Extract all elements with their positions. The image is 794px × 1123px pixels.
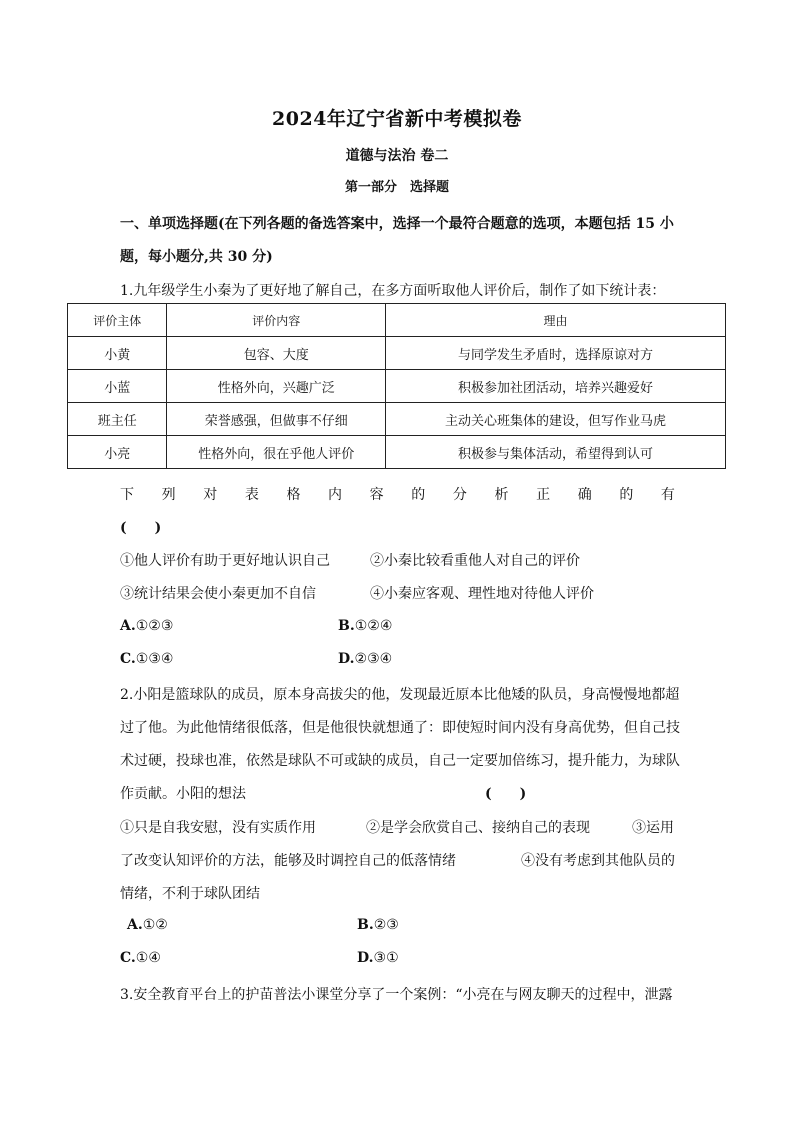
table-cell: 主动关心班集体的建设，但写作业马虎 xyxy=(386,403,726,436)
prompt-char: 正 xyxy=(536,487,551,503)
q3-stem-line1: 3.安全教育平台上的护苗普法小课堂分享了一个案例：“小亮在与网友聊天的过程中，泄露 xyxy=(120,987,673,1003)
q1-option-d[interactable] xyxy=(338,651,392,667)
prompt-char: 对 xyxy=(203,487,218,503)
option-value: ①②④ xyxy=(354,618,393,634)
option-letter: A. xyxy=(120,618,136,634)
table-cell: 班主任 xyxy=(68,403,167,436)
q1-prompt xyxy=(120,484,675,504)
q2-option-b[interactable] xyxy=(357,917,399,933)
q2-statement-2: ②是学会欣赏自己、接纳自己的表现 xyxy=(366,820,590,836)
q1-statement-2: ②小秦比较看重他人对自己的评价 xyxy=(370,553,580,569)
table-row xyxy=(68,370,726,403)
option-value: ②③④ xyxy=(354,651,393,667)
option-letter: C. xyxy=(120,651,136,667)
q2-stem-line4: 作贡献。小阳的想法 xyxy=(120,786,246,802)
prompt-char: 的 xyxy=(411,487,426,503)
prompt-char: 内 xyxy=(328,487,343,503)
table-cell: 性格外向，兴趣广泛 xyxy=(167,370,386,403)
q2-statement-3-end: 了改变认知评价的方法，能够及时调控自己的低落情绪 xyxy=(120,853,456,869)
q2-statement-3-start: ③运用 xyxy=(632,820,674,836)
table-cell: 积极参加社团活动，培养兴趣爱好 xyxy=(386,370,726,403)
q1-answer-paren: ( ) xyxy=(120,520,162,536)
q1-statement-1: ①他人评价有助于更好地认识自己 xyxy=(120,553,330,569)
table-cell: 小黄 xyxy=(68,337,167,370)
table-cell: 小蓝 xyxy=(68,370,167,403)
q2-option-a[interactable] xyxy=(127,917,168,933)
prompt-char: 格 xyxy=(286,487,301,503)
table-header-row xyxy=(68,304,726,337)
option-letter: A. xyxy=(127,917,143,933)
prompt-char: 分 xyxy=(452,487,467,503)
prompt-char: 有 xyxy=(660,487,675,503)
option-letter: B. xyxy=(357,917,374,933)
option-value: ①④ xyxy=(135,950,161,966)
option-value: ③① xyxy=(373,950,399,966)
q2-statement-4-start: ④没有考虑到其他队员的 xyxy=(521,853,675,869)
table-cell: 小亮 xyxy=(68,436,167,469)
q2-option-c[interactable] xyxy=(120,950,161,966)
option-letter: D. xyxy=(338,651,355,667)
q2-statement-4-end: 情绪，不利于球队团结 xyxy=(120,886,260,902)
prompt-char: 确 xyxy=(577,487,592,503)
q2-option-d[interactable] xyxy=(357,950,399,966)
q1-statement-3: ③统计结果会使小秦更加不自信 xyxy=(120,586,316,602)
table-cell: 性格外向，很在乎他人评价 xyxy=(167,436,386,469)
table-cell: 包容、大度 xyxy=(167,337,386,370)
section-instructions-line2: 题，每小题分,共 30 分) xyxy=(120,249,273,265)
q2-answer-paren: ( ) xyxy=(485,786,527,802)
table-cell: 积极参与集体活动，希望得到认可 xyxy=(386,436,726,469)
section-instructions-line1: 一、单项选择题(在下列各题的备选答案中，选择一个最符合题意的选项，本题包括 15 小 xyxy=(120,216,674,232)
prompt-char: 表 xyxy=(244,487,259,503)
q2-stem-line3: 术过硬，投球也准，依然是球队不可或缺的成员，自己一定要加倍练习，提升能力，为球队 xyxy=(120,753,680,769)
option-letter: B. xyxy=(338,618,355,634)
q2-stem-line1: 2.小阳是篮球队的成员，原本身高拔尖的他，发现最近原本比他矮的队员，身高慢慢地都超 xyxy=(120,687,680,703)
option-letter: D. xyxy=(357,950,374,966)
part-heading: 第一部分 选择题 xyxy=(344,180,449,195)
table-row xyxy=(68,436,726,469)
prompt-char: 下 xyxy=(120,487,134,503)
table-header-cell: 评价主体 xyxy=(68,304,167,337)
option-value: ①③④ xyxy=(135,651,174,667)
table-cell: 荣誉感强，但做事不仔细 xyxy=(167,403,386,436)
q1-stem: 1.九年级学生小秦为了更好地了解自己，在多方面听取他人评价后，制作了如下统计表： xyxy=(120,283,666,299)
exam-title: 2024年辽宁省新中考模拟卷 xyxy=(272,108,522,130)
option-value: ①②③ xyxy=(135,618,174,634)
prompt-char: 的 xyxy=(619,487,634,503)
option-letter: C. xyxy=(120,950,136,966)
q2-statement-1: ①只是自我安慰，没有实质作用 xyxy=(120,820,316,836)
table-cell: 与同学发生矛盾时，选择原谅对方 xyxy=(386,337,726,370)
q1-option-c[interactable] xyxy=(120,651,173,667)
table-header-cell: 理由 xyxy=(386,304,726,337)
q1-option-b[interactable] xyxy=(338,618,392,634)
table-header-cell: 评价内容 xyxy=(167,304,386,337)
prompt-char: 容 xyxy=(369,487,384,503)
table-row xyxy=(68,403,726,436)
prompt-char: 列 xyxy=(161,487,176,503)
exam-subtitle: 道德与法治 卷二 xyxy=(345,148,449,164)
evaluation-table xyxy=(67,303,726,469)
q1-option-a[interactable] xyxy=(120,618,173,634)
q2-stem-line2: 过了他。为此他情绪很低落，但是他很快就想通了：即使短时间内没有身高优势，但自己技 xyxy=(120,720,680,736)
option-value: ②③ xyxy=(373,917,399,933)
prompt-char: 析 xyxy=(494,487,509,503)
q1-statement-4: ④小秦应客观、理性地对待他人评价 xyxy=(370,586,594,602)
option-value: ①② xyxy=(142,917,168,933)
table-row xyxy=(68,337,726,370)
